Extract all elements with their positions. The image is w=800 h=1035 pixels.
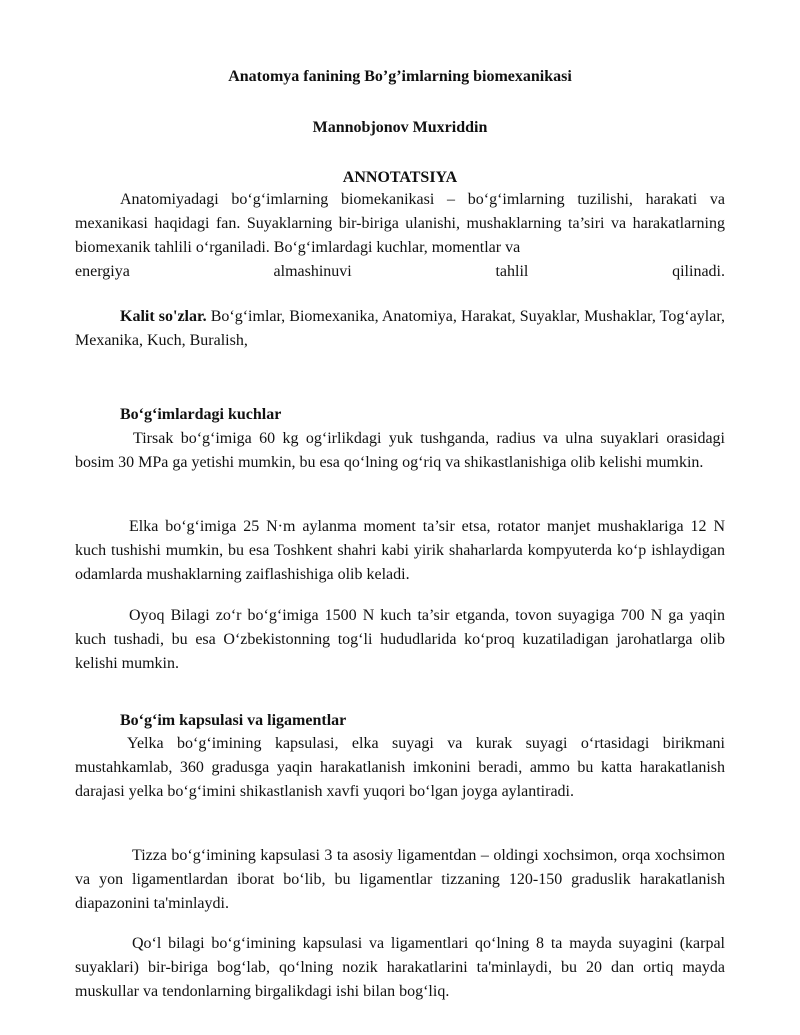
abstract-word: energiya [75, 263, 130, 280]
abstract-word: qilinadi. [672, 263, 725, 280]
capsule-paragraph-3: Qo‘l bilagi bo‘g‘imining kapsulasi va ligamentlari qo‘lning 8 ta mayda suyagini (karpal suyaklari) bir-biriga bog‘lab, qo‘lning nozik harakatlarini ta'minlaydi, bu 20 dan ortiq mayda muskullar va tendonlarning birgalikdagi ishi bilan bog‘liq. [75, 935, 725, 1000]
abstract-heading: ANNOTATSIYA [342, 169, 458, 186]
abstract-word: almashinuvi [273, 263, 352, 280]
forces-paragraph-3: Oyoq Bilagi zo‘r bo‘g‘imiga 1500 N kuch ta’sir etganda, tovon suyagiga 700 N ga yaqin kuch tushadi, bu esa O‘zbekistonning tog‘li hududlarida ko‘proq kuzatiladigan jarohatlarga olib kelishi mumkin. [75, 607, 725, 672]
document-title: Anatomya fanining Bo’g’imlarning biomexanikasi [228, 68, 572, 85]
abstract-last-line [75, 260, 725, 284]
abstract-text: Anatomiyadagi bo‘g‘imlarning biomekanikasi – bo‘g‘imlarning tuzilishi, harakati va mexanikasi haqidagi fan. Suyaklarning bir-biriga ulanishi, mushaklarning ta’siri va harakatlarning biomexanik tahlili o‘rganiladi. Bo‘g‘imlardagi kuchlar, momentlar va [75, 191, 725, 256]
keywords-label: Kalit so'zlar. [120, 308, 207, 325]
author-name: Mannobjonov Muxriddin [312, 119, 488, 136]
forces-paragraph-1: Tirsak bo‘g‘imiga 60 kg og‘irlikdagi yuk tushganda, radius va ulna suyaklari orasidagi bosim 30 MPa ga yetishi mumkin, bu esa qo‘lning og‘riq va shikastlanishiga olib kelishi mumkin. [75, 430, 725, 471]
section-heading-forces: Bo‘g‘imlardagi kuchlar [120, 406, 282, 423]
abstract-word: tahlil [495, 263, 529, 280]
keywords-paragraph [75, 305, 725, 353]
capsule-paragraph-1: Yelka bo‘g‘imining kapsulasi, elka suyagi va kurak suyagi o‘rtasidagi birikmani mustahkamlab, 360 gradusga yaqin harakatlanish imkonini beradi, ammo bu katta harakatlanish darajasi yelka bo‘g‘imini shikastlanish xavfi yuqori bo‘lgan joyga aylantiradi. [75, 735, 725, 800]
section-heading-capsule: Bo‘g‘im kapsulasi va ligamentlar [120, 712, 347, 729]
capsule-paragraph-2: Tizza bo‘g‘imining kapsulasi 3 ta asosiy ligamentdan – oldingi xochsimon, orqa xochsimon va yon ligamentlardan iborat bo‘lib, bu ligamentlar tizzaning 120-150 graduslik harakatlanish diapazonini ta'minlaydi. [75, 847, 725, 912]
forces-paragraph-2: Elka bo‘g‘imiga 25 N·m aylanma moment ta’sir etsa, rotator manjet mushaklariga 12 N kuch tushishi mumkin, bu esa Toshkent shahri kabi yirik shaharlarda kompyuterda ko‘p ishlaydigan odamlarda mushaklarning zaiflashishiga olib keladi. [75, 518, 725, 583]
keywords-text: Bo‘g‘imlar, Biomexanika, Anatomiya, Harakat, Suyaklar, Mushaklar, Tog‘aylar, Mexanika, Kuch, Buralish, [75, 308, 725, 349]
